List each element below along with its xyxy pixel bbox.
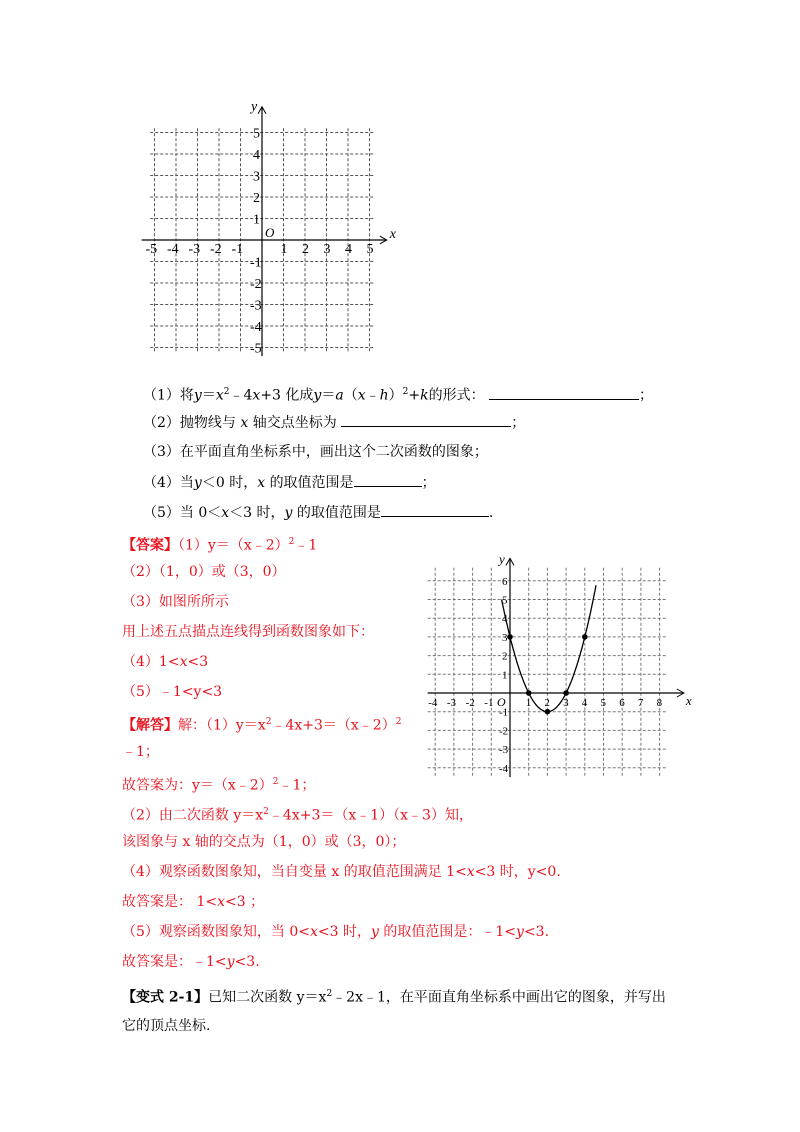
y-tick-label: 3 — [253, 169, 260, 185]
solution-line-1c: 故答案为：y＝（x﹣2）$^2$﹣1； — [122, 777, 316, 794]
answer-line-5: （5）﹣1<y<3 — [122, 684, 223, 700]
y-tick-label: -4 — [499, 762, 509, 775]
y-tick-label: -3 — [250, 298, 262, 314]
question-1: （1）将$y=x^2﹣4x+3$ 化成y＝a（x﹣h）$^2$+k的形式： ； — [143, 382, 653, 406]
variant-line-2: 它的顶点坐标. — [122, 1018, 211, 1034]
y-tick-label: -3 — [499, 744, 509, 757]
x-tick-label: 4 — [345, 242, 352, 257]
question-4: （4）当y＜0 时，x 的取值范围是 ； — [143, 472, 436, 493]
x-tick-label: -2 — [465, 697, 475, 709]
solution-line-1b: ﹣1； — [122, 744, 159, 760]
y-tick-label: 6 — [502, 575, 508, 588]
solution-line-5b: 故答案是：﹣1<y<3. — [122, 954, 260, 970]
solution-line-5: （5）观察函数图象知，当 0<x<3 时，y 的取值范围是：﹣1<y<3. — [122, 924, 550, 940]
x-tick-label: 2 — [544, 697, 550, 709]
x-tick-label: 1 — [525, 697, 532, 709]
solution-line-1: 【解答】解：$(1)y=x^2﹣4x+3=(x﹣2)^2$ — [122, 717, 402, 734]
answer-blank-1[interactable] — [489, 385, 639, 400]
x-tick-label: 4 — [581, 697, 588, 709]
x-tick-label: -5 — [145, 242, 158, 257]
solution-line-2b: 该图象与 x 轴的交点为（1，0）或（3，0）； — [122, 834, 406, 850]
solution-line-2: （2）由二次函数 $y=x^2﹣4x+3=(x﹣1)(x﹣3)$知， — [122, 807, 473, 824]
y-tick-label: 1 — [502, 669, 508, 682]
question-5: （5）当 0＜x＜3 时，y 的取值范围是 . — [143, 502, 493, 523]
x-tick-label: -1 — [484, 697, 494, 709]
x-tick-label: 5 — [600, 697, 606, 709]
x-tick-label: -3 — [446, 697, 457, 709]
question-2: （2）抛物线与 x 轴交点坐标为 ； — [143, 412, 525, 433]
origin-label: O — [497, 695, 506, 709]
tick-labels — [146, 100, 397, 357]
tick-labels — [428, 551, 692, 774]
y-tick-label: -5 — [250, 341, 262, 357]
answer-line-3: （3）如图所所示 — [122, 594, 229, 610]
x-tick-label: 6 — [619, 697, 625, 709]
answer-blank-5[interactable] — [381, 502, 489, 517]
y-tick-label: 2 — [253, 191, 260, 206]
plotted-point — [563, 690, 569, 696]
y-tick-label: 3 — [502, 631, 508, 644]
variant-line-1: 【变式 2-1】已知二次函数 $y=x^2﹣2x﹣1$，在平面直角坐标系中画出它的图象，并写出 — [122, 989, 666, 1006]
x-tick-label: 7 — [637, 697, 644, 709]
x-tick-label: 8 — [656, 697, 663, 709]
y-axis-label: y — [251, 99, 258, 115]
parabola-curve — [502, 585, 596, 714]
y-tick-label: 2 — [502, 650, 508, 663]
y-axis-label: y — [499, 551, 505, 567]
answer-blank-2[interactable] — [341, 412, 511, 427]
solution-line-4b: 故答案是： 1<x<3 ； — [122, 894, 265, 910]
x-tick-label: -4 — [428, 697, 438, 709]
x-tick-label: 5 — [366, 242, 374, 257]
plotted-point — [507, 634, 513, 640]
plotted-point — [526, 690, 532, 696]
y-tick-label: 4 — [253, 148, 260, 163]
grid-lines — [428, 568, 667, 777]
y-tick-label: -1 — [250, 255, 262, 271]
y-tick-label: -1 — [499, 706, 509, 719]
x-tick-label: 3 — [323, 242, 331, 257]
plotted-point — [545, 709, 551, 715]
x-tick-label: -3 — [188, 242, 201, 257]
x-axis-label: x — [685, 693, 692, 708]
answer-line-4: （4）1<x<3 — [122, 654, 209, 670]
axes — [428, 558, 684, 777]
x-tick-label: -4 — [167, 242, 179, 257]
answer-line-1: 【答案】（1）y＝（x﹣2）$^2$﹣1 — [122, 537, 318, 554]
y-tick-label: -2 — [499, 725, 509, 738]
y-tick-label: 4 — [502, 613, 508, 626]
blank-coordinate-grid — [135, 90, 395, 355]
y-tick-label: 1 — [253, 212, 260, 228]
x-tick-label: 2 — [302, 242, 309, 257]
y-tick-label: 5 — [502, 594, 508, 607]
x-tick-label: -2 — [210, 242, 222, 257]
y-tick-label: 5 — [253, 126, 260, 142]
question-3: （3）在平面直角坐标系中，画出这个二次函数的图象； — [143, 444, 488, 460]
origin-label: O — [265, 225, 275, 240]
x-tick-label: -1 — [231, 242, 244, 257]
x-tick-label: 1 — [280, 242, 288, 257]
answer-blank-4[interactable] — [354, 472, 422, 487]
parabola-graph — [415, 545, 690, 785]
y-tick-label: -4 — [250, 320, 262, 335]
solution-line-4: （4）观察函数图象知，当自变量 x 的取值范围满足 1<x<3 时，y<0. — [122, 864, 561, 880]
x-axis-label: x — [389, 227, 396, 242]
answer-line-3b: 用上述五点描点连线得到函数图象如下： — [122, 624, 374, 640]
x-tick-label: 3 — [563, 697, 569, 709]
plotted-point — [582, 634, 588, 640]
answer-line-2: （2）（1，0）或（3，0） — [122, 564, 286, 580]
y-tick-label: -2 — [250, 277, 262, 292]
